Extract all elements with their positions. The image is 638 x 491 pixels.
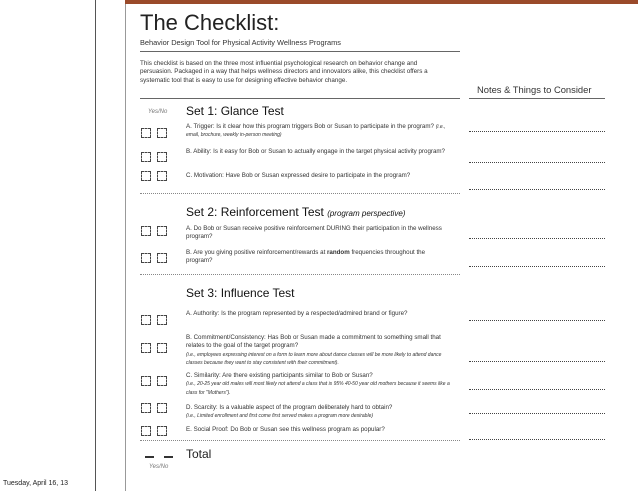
yes-checkbox[interactable] <box>141 253 151 263</box>
notes-line[interactable] <box>469 238 605 239</box>
no-checkbox[interactable] <box>157 376 167 386</box>
subtitle-divider <box>140 51 460 52</box>
set-1-item-b: B. Ability: Is it easy for Bob or Susan to actually engage in the target physical activity program? <box>186 148 445 155</box>
no-checkbox[interactable] <box>157 343 167 353</box>
notes-line[interactable] <box>469 162 605 163</box>
set-1-item-a: A. Trigger: Is it clear how this program triggers Bob or Susan to participate in the program? (i.e., email, brochure, weekly in-person meeting) <box>186 123 446 139</box>
set-2-item-a: A. Do Bob or Susan receive positive reinforcement DURING their participation in the wellness program? <box>186 225 442 241</box>
no-checkbox[interactable] <box>157 128 167 138</box>
yes-checkbox[interactable] <box>141 376 151 386</box>
yes-no-footer: Yes/No <box>149 464 169 470</box>
set-1-divider <box>140 193 460 194</box>
yes-no-header: Yes/No <box>148 109 168 115</box>
set-3-item-c: C. Similarity: Are there existing participants similar to Bob or Susan? (i.e., 20-25 year old males will most likely not attend a class that is 95% 40-50 year old mothers because it seems like a class for "Mothers"). <box>186 372 450 396</box>
notes-line[interactable] <box>469 361 605 362</box>
total-yes-blank[interactable] <box>145 456 154 458</box>
yes-checkbox[interactable] <box>141 128 151 138</box>
set-1-title: Set 1: Glance Test <box>186 104 284 118</box>
no-checkbox[interactable] <box>157 403 167 413</box>
intro-divider <box>140 98 460 99</box>
page-title: The Checklist: <box>140 10 280 35</box>
set-1-item-c: C. Motivation: Have Bob or Susan expressed desire to participate in the program? <box>186 172 411 179</box>
set-2-item-b: B. Are you giving positive reinforcement/rewards at random frequencies throughout the program? <box>186 249 426 265</box>
set-2-title-note: (program perspective) <box>327 209 406 218</box>
notes-line[interactable] <box>469 439 605 440</box>
notes-heading: Notes & Things to Consider <box>477 84 592 95</box>
total-no-blank[interactable] <box>164 456 173 458</box>
date-stamp: Tuesday, April 16, 13 <box>3 480 68 487</box>
set-3-title: Set 3: Influence Test <box>186 286 295 300</box>
intro-paragraph: This checklist is based on the three most influential psychological research on behavior change and persuasion. Packaged in a way that helps wellness directors and innovators alike, this checklist offers a systematic tool that is easy to use for designing effective behavior change. <box>140 60 428 84</box>
total-label: Total <box>186 447 212 461</box>
yes-checkbox[interactable] <box>141 403 151 413</box>
notes-line[interactable] <box>469 131 605 132</box>
set-3-divider <box>140 440 460 441</box>
no-checkbox[interactable] <box>157 226 167 236</box>
header-accent-bar <box>125 0 638 4</box>
yes-checkbox[interactable] <box>141 426 151 436</box>
yes-checkbox[interactable] <box>141 171 151 181</box>
page-subtitle: Behavior Design Tool for Physical Activity Wellness Programs <box>140 38 341 47</box>
notes-line[interactable] <box>469 320 605 321</box>
set-3-item-d: D. Scarcity: Is a valuable aspect of the program deliberately hard to obtain? (i.e., Limited enrollment and first come first served makes a program more desirable) <box>186 404 393 420</box>
yes-checkbox[interactable] <box>141 226 151 236</box>
no-checkbox[interactable] <box>157 152 167 162</box>
notes-heading-underline <box>469 98 605 99</box>
no-checkbox[interactable] <box>157 315 167 325</box>
set-2-title: Set 2: Reinforcement Test (program perspective) <box>186 205 406 219</box>
no-checkbox[interactable] <box>157 253 167 263</box>
notes-line[interactable] <box>469 266 605 267</box>
no-checkbox[interactable] <box>157 426 167 436</box>
yes-checkbox[interactable] <box>141 315 151 325</box>
inner-frame-line <box>125 0 126 491</box>
notes-line[interactable] <box>469 413 605 414</box>
set-3-item-e: E. Social Proof: Do Bob or Susan see this wellness program as popular? <box>186 426 385 433</box>
left-frame-line <box>95 0 96 491</box>
yes-checkbox[interactable] <box>141 152 151 162</box>
no-checkbox[interactable] <box>157 171 167 181</box>
notes-line[interactable] <box>469 389 605 390</box>
yes-checkbox[interactable] <box>141 343 151 353</box>
set-3-item-a: A. Authority: Is the program represented by a respected/admired brand or figure? <box>186 310 408 317</box>
notes-line[interactable] <box>469 189 605 190</box>
set-3-item-b: B. Commitment/Consistency: Has Bob or Susan made a commitment to something small that relates to the goal of the target program? (i.e., employees expressing interest on a form to learn more about dance classes will be more likely to attend dance classes because they want to stay consistent with their commitment). <box>186 334 442 367</box>
set-2-divider <box>140 274 460 275</box>
